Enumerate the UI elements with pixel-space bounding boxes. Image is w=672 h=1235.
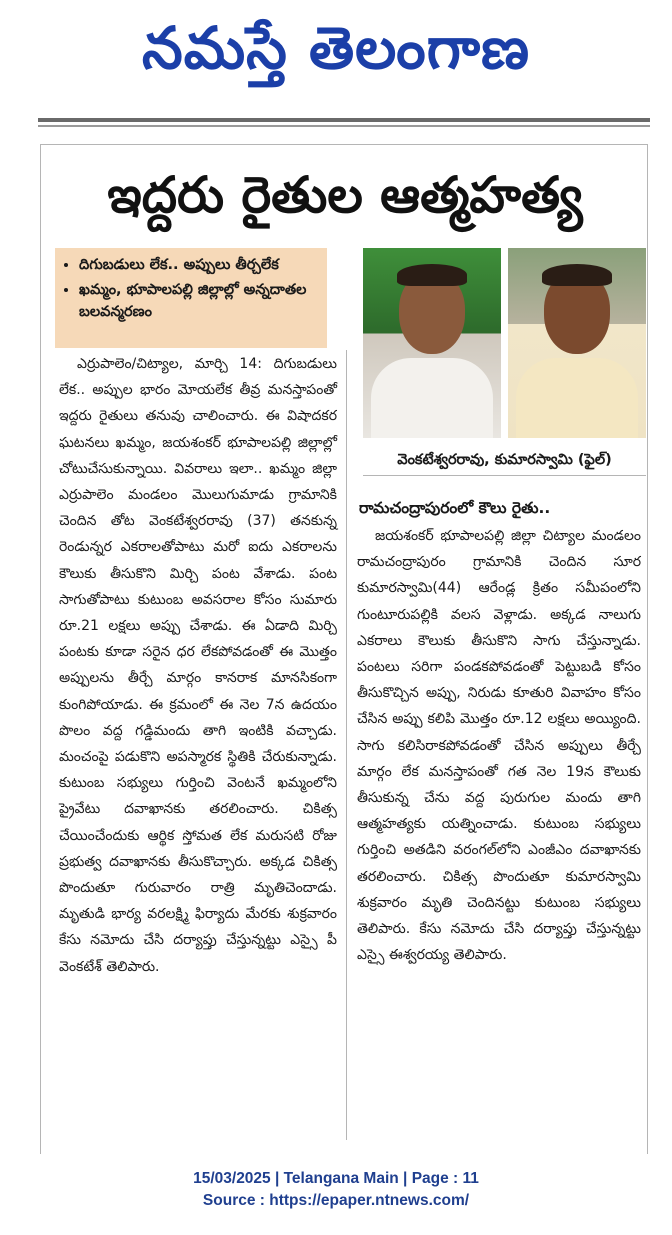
photo-caption: వెంకటేశ్వరరావు, కుమారస్వామి (ఫైల్) (363, 445, 646, 476)
masthead-logo-text: నమస్తే తెలంగాణ (142, 13, 530, 82)
photo-hair (397, 264, 467, 286)
top-rule-thin (38, 125, 650, 127)
highlight-item: • ఖమ్మం, భూపాలపల్లి జిల్లాల్లో అన్నదాతల బలవన్మరణం (79, 279, 319, 323)
footer-date-edition: 15/03/2025 | Telangana Main | Page : 11 (193, 1170, 479, 1187)
masthead (0, 0, 672, 110)
article-left-column (59, 351, 337, 980)
article-headline: ఇద్దరు రైతుల ఆత్మహత్య (107, 166, 583, 224)
article-right-column (357, 523, 641, 968)
footer-source-link[interactable]: Source : https://epaper.ntnews.com/ (202, 1192, 470, 1209)
news-article (40, 144, 648, 1154)
photo-shirt (371, 358, 493, 438)
highlight-item: • దిగుబడులు లేక.. అప్పులు తీర్చలేక (79, 254, 319, 276)
page-footer (0, 1168, 672, 1212)
photo-hair (542, 264, 612, 286)
highlights-box (55, 248, 327, 348)
photo-shirt (516, 358, 638, 438)
farmer-photo-kumaraswamy (508, 248, 646, 438)
farmer-photo-venkateswararao (363, 248, 501, 438)
right-column-subhead: రామచంద్రాపురంలో కౌలు రైతు.. (359, 499, 551, 517)
left-column-text: ఎర్రుపాలెం/చిట్యాల, మార్చి 14: దిగుబడులు లేక.. అప్పుల భారం మోయలేక తీవ్ర మనస్తాపంతో ఇద్దరు రైతులు తనువు చాలించారు. ఈ విషాదకర ఘటనలు ఖమ్మం, జయశంకర్ భూపాలపల్లి జిల్లాల్లో చోటుచేసుకున్నాయి. వివరాలు ఇలా.. ఖమ్మం జిల్లా ఎర్రుపాలెం మండలం మొలుగుమాడు గ్రామానికి చెందిన తోట వెంకటేశ్వరరావు (37) తనకున్న రెండున్నర ఎకరాలతోపాటు మరో ఐదు ఎకరాలను కౌలుకు తీసుకొని మిర్చి పంట వేశాడు. పంట సాగుతోపాటు కుటుంబ అవసరాల కోసం సుమారు రూ.21 లక్షలు అప్పు చేశాడు. ఈ ఏడాది మిర్చి పంటకు కూడా సరైన ధర లేకపోవడంతో ఈ మొత్తం అప్పులను తీర్చే మార్గం కానరాక మానసికంగా కుంగిపోయాడు. ఈ క్రమంలో ఈ నెల 7న ఉదయం పొలం వద్ద గడ్డిమందు తాగి ఇంటికి వచ్చాడు. మంచంపై పడుకొని అపస్మారక స్థితికి చేరుకున్నాడు. కుటుంబ సభ్యులు గుర్తించి వెంటనే ఖమ్మంలోని ప్రైవేటు దవాఖానకు తరలించారు. చికిత్స చేయించేందుకు ఆర్థిక స్తోమత లేక మరుసటి రోజు ప్రభుత్వ దవాఖానకు తీసుకొచ్చారు. అక్కడ చికిత్స పొందుతూ గురువారం రాత్రి మృతిచెందాడు. మృతుడి భార్య వరలక్ష్మి ఫిర్యాదు మేరకు శుక్రవారం కేసు నమోదు చేసి దర్యాప్తు చేస్తున్నట్టు ఎస్సై పీ వెంకటేశ్ తెలిపారు. (59, 356, 337, 975)
right-column-text: జయశంకర్ భూపాలపల్లి జిల్లా చిట్యాల మండలం రామచంద్రాపురం గ్రామానికి చెందిన సూర కుమారస్వామి(44) ఆరేండ్ల క్రితం సమీపంలోని గుంటూరుపల్లికి వలస వెళ్లాడు. అక్కడ నాలుగు ఎకరాలు కౌలుకు తీసుకొని సాగు చేస్తున్నాడు. పంటలు సరిగా పండకపోవడంతో పెట్టుబడి కోసం తీసుకొచ్చిన అప్పు, నిరుడు కూతురి వివాహం కోసం చేసిన అప్పు కలిపి మొత్తం రూ.12 లక్షలు అయ్యింది. సాగు కలిసిరాకపోవడంతో చేసిన అప్పులు తీర్చే మార్గం లేక మనస్తాపంతో గత నెల 19న కౌలుకు తీసుకున్న చేను వద్ద పురుగుల మందు తాగి ఆత్మహత్యకు యత్నించాడు. కుటుంబ సభ్యులు గుర్తించి అతడిని వరంగల్‌లోని ఎంజీఎం దవాఖానకు తరలించారు. చికిత్స పొందుతూ కుమారస్వామి శుక్రవారం మృతి చెందినట్టు కుటుంబ సభ్యులు తెలిపారు. కేసు నమోదు చేసి దర్యాప్తు చేస్తున్నట్టు ఎస్సై ఈశ్వరయ్య తెలిపారు. (357, 528, 641, 964)
column-divider (346, 350, 347, 1140)
top-rule (38, 118, 650, 122)
